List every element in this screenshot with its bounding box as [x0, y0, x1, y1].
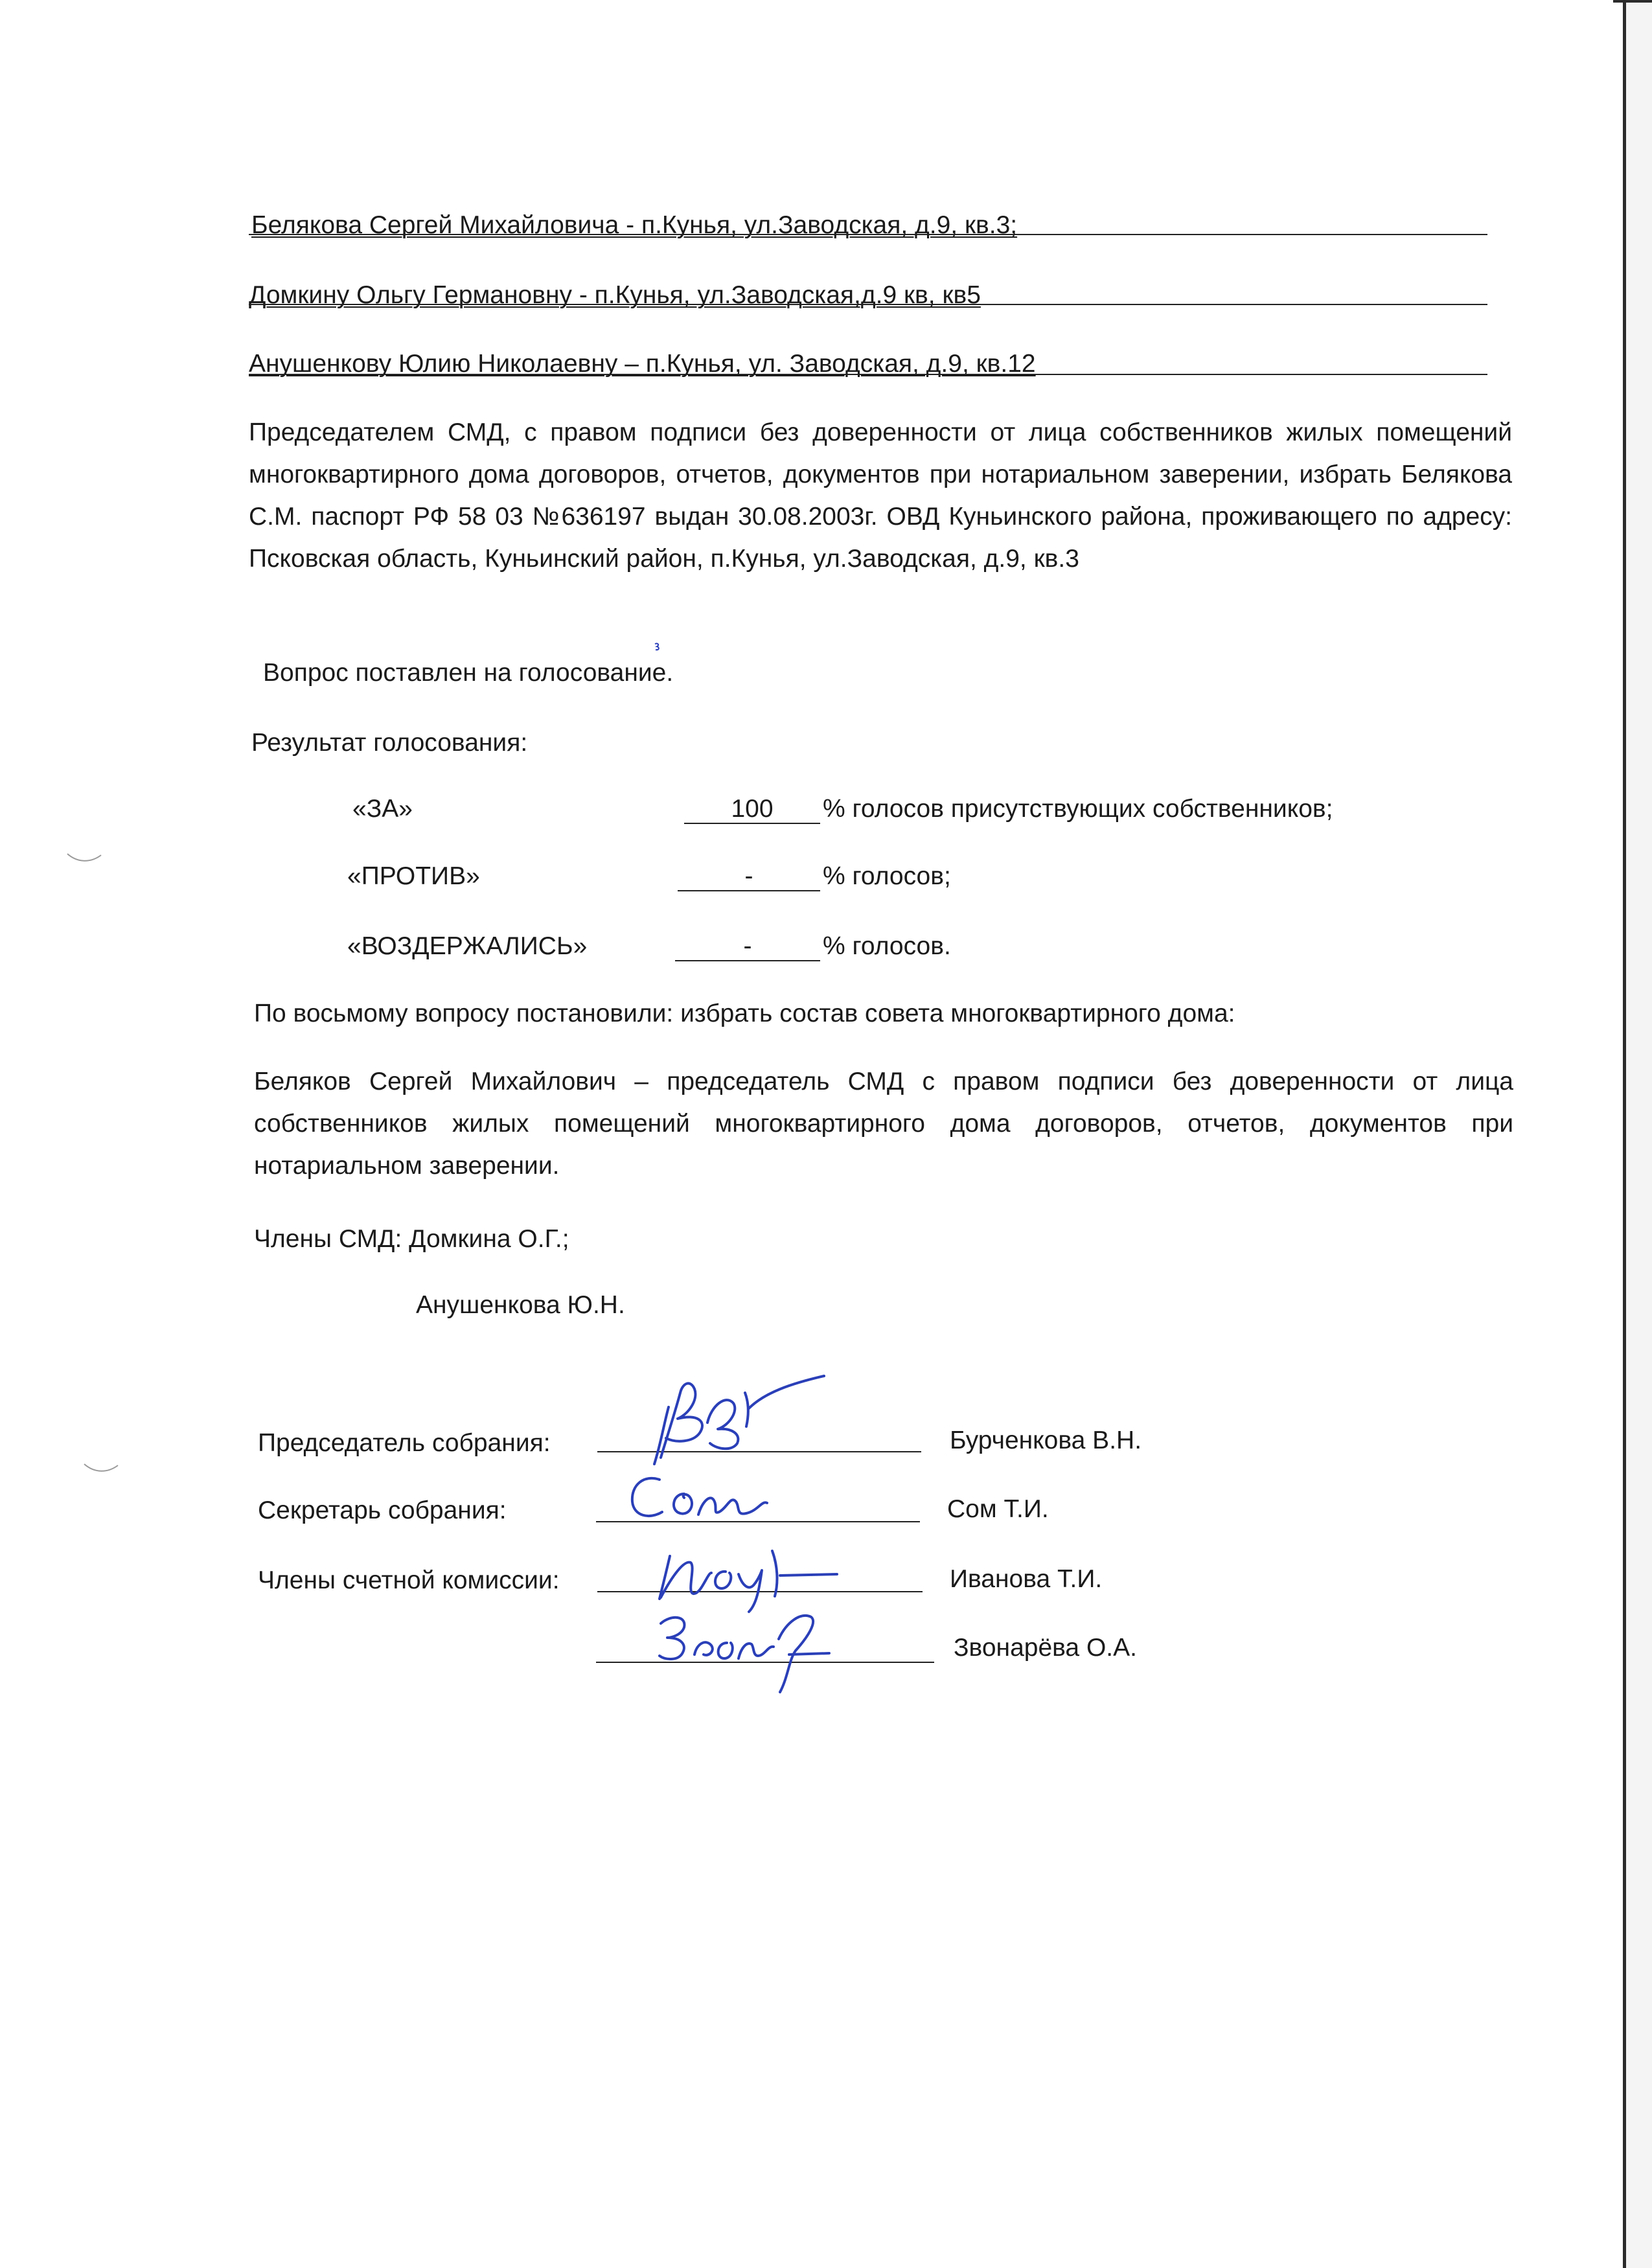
- council-chair-paragraph: Беляков Сергей Михайлович – председатель СМД с правом подписи без доверенности от лица собственников жилых помещений многоквартирного дома договоров, отчетов, документов при нотариальном заверении.: [254, 1068, 1513, 1180]
- vote-against-suffix: % голосов;: [823, 862, 951, 890]
- candidate-line-1-rule: [249, 234, 1487, 235]
- counting-commission-role: Члены счетной комиссии:: [258, 1566, 560, 1594]
- vote-abstained-suffix: % голосов.: [823, 932, 951, 960]
- vote-abstained-blank: [675, 960, 820, 961]
- chairman-signature: [635, 1367, 842, 1471]
- secretary-signature: [622, 1465, 803, 1537]
- scan-artifact-mark: [65, 849, 104, 868]
- chairman-election-paragraph: Председателем СМД, с правом подписи без доверенности от лица собственников жилых помещений многоквартирного дома договоров, отчетов, документов при нотариальном заверении, избрать Белякова С.М. паспорт РФ 58 03 №636197 выдан 30.08.2003г. ОВД Куньинского района, проживающего по адресу: Псковская область, Куньинский район, п.Кунья, ул.Заводская, д.9, кв.3: [249, 418, 1512, 573]
- vote-put-text: Вопрос поставлен на голосование.: [263, 659, 674, 687]
- vote-abstained-label: «ВОЗДЕРЖАЛИСЬ»: [347, 932, 588, 960]
- candidate-line-2-rule: [249, 304, 1487, 305]
- candidate-line-3-rule: [249, 374, 1487, 375]
- candidate-line-1: Белякова Сергей Михайловича - п.Кунья, ул.Заводская, д.9, кв.3;: [251, 211, 1018, 239]
- candidate-line-2: Домкину Ольгу Германовну - п.Кунья, ул.Заводская,д.9 кв, кв5: [249, 281, 981, 309]
- vote-for-label: «ЗА»: [352, 795, 413, 823]
- scan-page-edge: [1623, 0, 1652, 2268]
- scan-artifact-mark: [82, 1459, 120, 1478]
- ink-dot-mark: [653, 641, 662, 653]
- vote-against-label: «ПРОТИВ»: [347, 862, 480, 890]
- counting-member-name-2: Звонарёва О.А.: [954, 1634, 1137, 1662]
- counting-signature-2: [641, 1600, 849, 1697]
- chairman-name: Бурченкова В.Н.: [950, 1426, 1142, 1454]
- council-member-second: Анушенкова Ю.Н.: [416, 1291, 625, 1319]
- scan-corner: [1613, 0, 1652, 48]
- vote-against-blank: [678, 890, 820, 891]
- secretary-name: Сом Т.И.: [947, 1495, 1049, 1523]
- candidate-line-3: Анушенкову Юлию Николаевну – п.Кунья, ул. Заводская, д.9, кв.12: [249, 350, 1036, 378]
- council-members-label: Члены СМД: Домкина О.Г.;: [254, 1225, 569, 1253]
- vote-for-value: 100: [731, 795, 774, 823]
- counting-member-name-1: Иванова Т.И.: [950, 1565, 1103, 1593]
- vote-abstained-value: -: [743, 932, 752, 960]
- vote-against-value: -: [744, 862, 753, 890]
- vote-for-suffix: % голосов присутствующих собственников;: [823, 795, 1333, 823]
- vote-result-heading: Результат голосования:: [251, 729, 528, 757]
- chairman-role: Председатель собрания:: [258, 1429, 551, 1457]
- resolution-text: По восьмому вопросу постановили: избрать состав совета многоквартирного дома:: [254, 1000, 1235, 1027]
- vote-for-blank: [684, 823, 820, 824]
- secretary-role: Секретарь собрания:: [258, 1496, 507, 1524]
